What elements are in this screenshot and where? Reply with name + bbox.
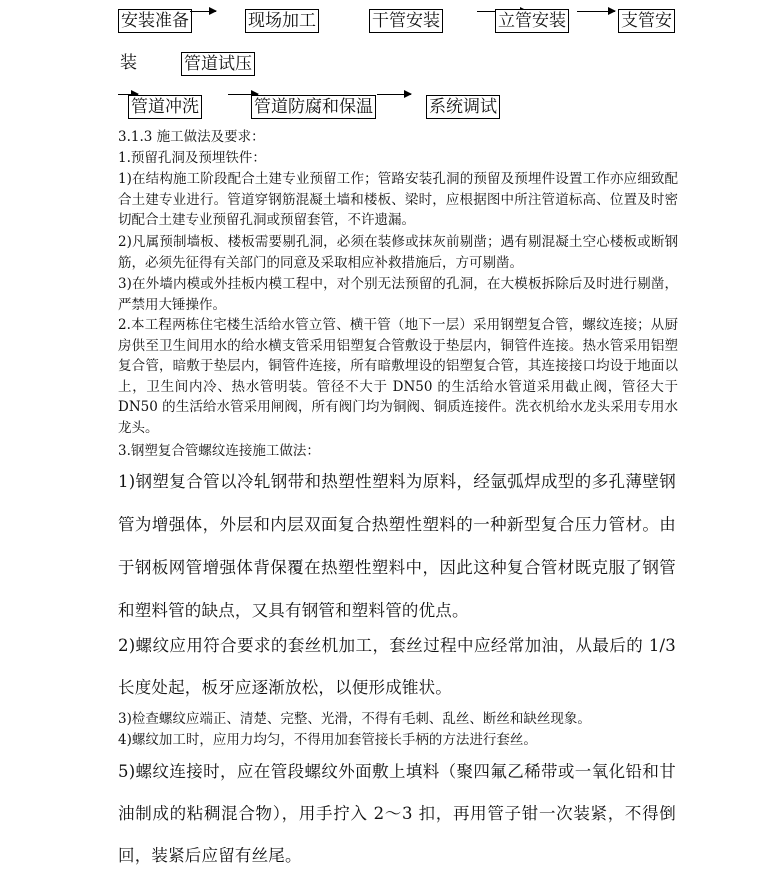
subsection-heading: 1.预留孔洞及预埋铁件： <box>118 150 266 166</box>
paragraph-large: 5)螺纹连接时，应在管段螺纹外面敷上填料（聚四氟乙稀带或一氧化铅和甘油制成的粘稠混合物），用手拧入 2～3 扣，再用管子钳一次装紧，不得倒回，装紧后应留有丝尾。 <box>118 762 676 865</box>
flow-step-main-pipe: 干管安装 <box>369 9 443 33</box>
paragraph: 2.本工程两栋住宅楼生活给水管立管、横干管（地下一层）采用钢塑复合管，螺纹连接；从厨房供至卫生间用水的给水横支管采用铝塑复合管敷设于垫层内，铜管件连接。热水管采用铝塑复合管，暗敷于垫层内，铜管件连接，所有暗敷埋设的铝塑复合管，其连接接口均设于地面以上，卫生间内冷、热水管明装。管径不大于 DN50 的生活给水管道采用截止阀，管径大于 DN50 的生活给水管采用闸阀，所有阀门均为铜阀、铜质连接件。洗衣机给水龙头采用专用水龙头。 <box>118 317 678 436</box>
paragraph: 4)螺纹加工时，应用力均匀，不得用加套管接长手柄的方法进行套丝。 <box>118 732 537 748</box>
paragraph: 3)检查螺纹应端正、清楚、完整、光滑，不得有毛刺、乱丝、断丝和缺丝现象。 <box>118 711 591 727</box>
paragraph-large: 1)钢塑复合管以冷轧钢带和热塑性塑料为原料，经氩弧焊成型的多孔薄壁钢管为增强体，外层和内层双面复合热塑性塑料的一种新型复合压力管材。由于钢板网管增强体背保覆在热塑性塑料中，因此这种复合管材既克服了钢管和塑料管的缺点，又具有钢管和塑料管的优点。 <box>118 472 676 620</box>
flow-step-riser-pipe: 立管安装 <box>495 9 569 33</box>
flow-arrow <box>377 94 411 95</box>
paragraph: 1)在结构施工阶段配合土建专业预留工作；管路安装孔洞的预留及预埋件设置工作亦应细致配合土建专业进行。管道穿钢筋混凝土墙和楼板、梁时，应根据图中所注管道标高、位置及时密切配合土建专业预留孔洞或预留套管，不许遗漏。 <box>118 171 678 228</box>
flow-step-branch-pipe-cont: 装 <box>120 53 137 73</box>
subsection-heading: 3.钢塑复合管螺纹连接施工做法： <box>118 443 320 459</box>
flow-arrow <box>577 11 615 12</box>
paragraph-large: 2)螺纹应用符合要求的套丝机加工，套丝过程中应经常加油，从最后的 1/3 长度处起，板牙应逐渐放松，以便形成锥状。 <box>118 636 676 697</box>
flow-step-branch-pipe: 支管安 <box>618 9 675 33</box>
paragraph: 3)在外墙内模或外挂板内模工程中，对个别无法预留的孔洞，在大模板拆除后及时进行剔凿，严禁用大锤操作。 <box>118 276 678 313</box>
flow-step-site-processing: 现场加工 <box>245 9 319 33</box>
flow-step-install-prep: 安装准备 <box>118 9 192 33</box>
flow-step-pressure-test: 管道试压 <box>181 52 255 76</box>
flow-arrow <box>190 11 216 12</box>
paragraph: 2)凡属预制墙板、楼板需要剔孔洞，必须在装修或抹灰前剔凿；遇有剔混凝土空心楼板或断钢筋，必须先征得有关部门的同意及采取相应补救措施后，方可剔凿。 <box>118 234 678 271</box>
flow-step-system-commissioning: 系统调试 <box>426 95 500 119</box>
flow-step-anticorrosion: 管道防腐和保温 <box>251 95 376 119</box>
flow-step-flushing: 管道冲洗 <box>128 95 202 119</box>
section-heading: 3.1.3 施工做法及要求： <box>118 129 265 145</box>
